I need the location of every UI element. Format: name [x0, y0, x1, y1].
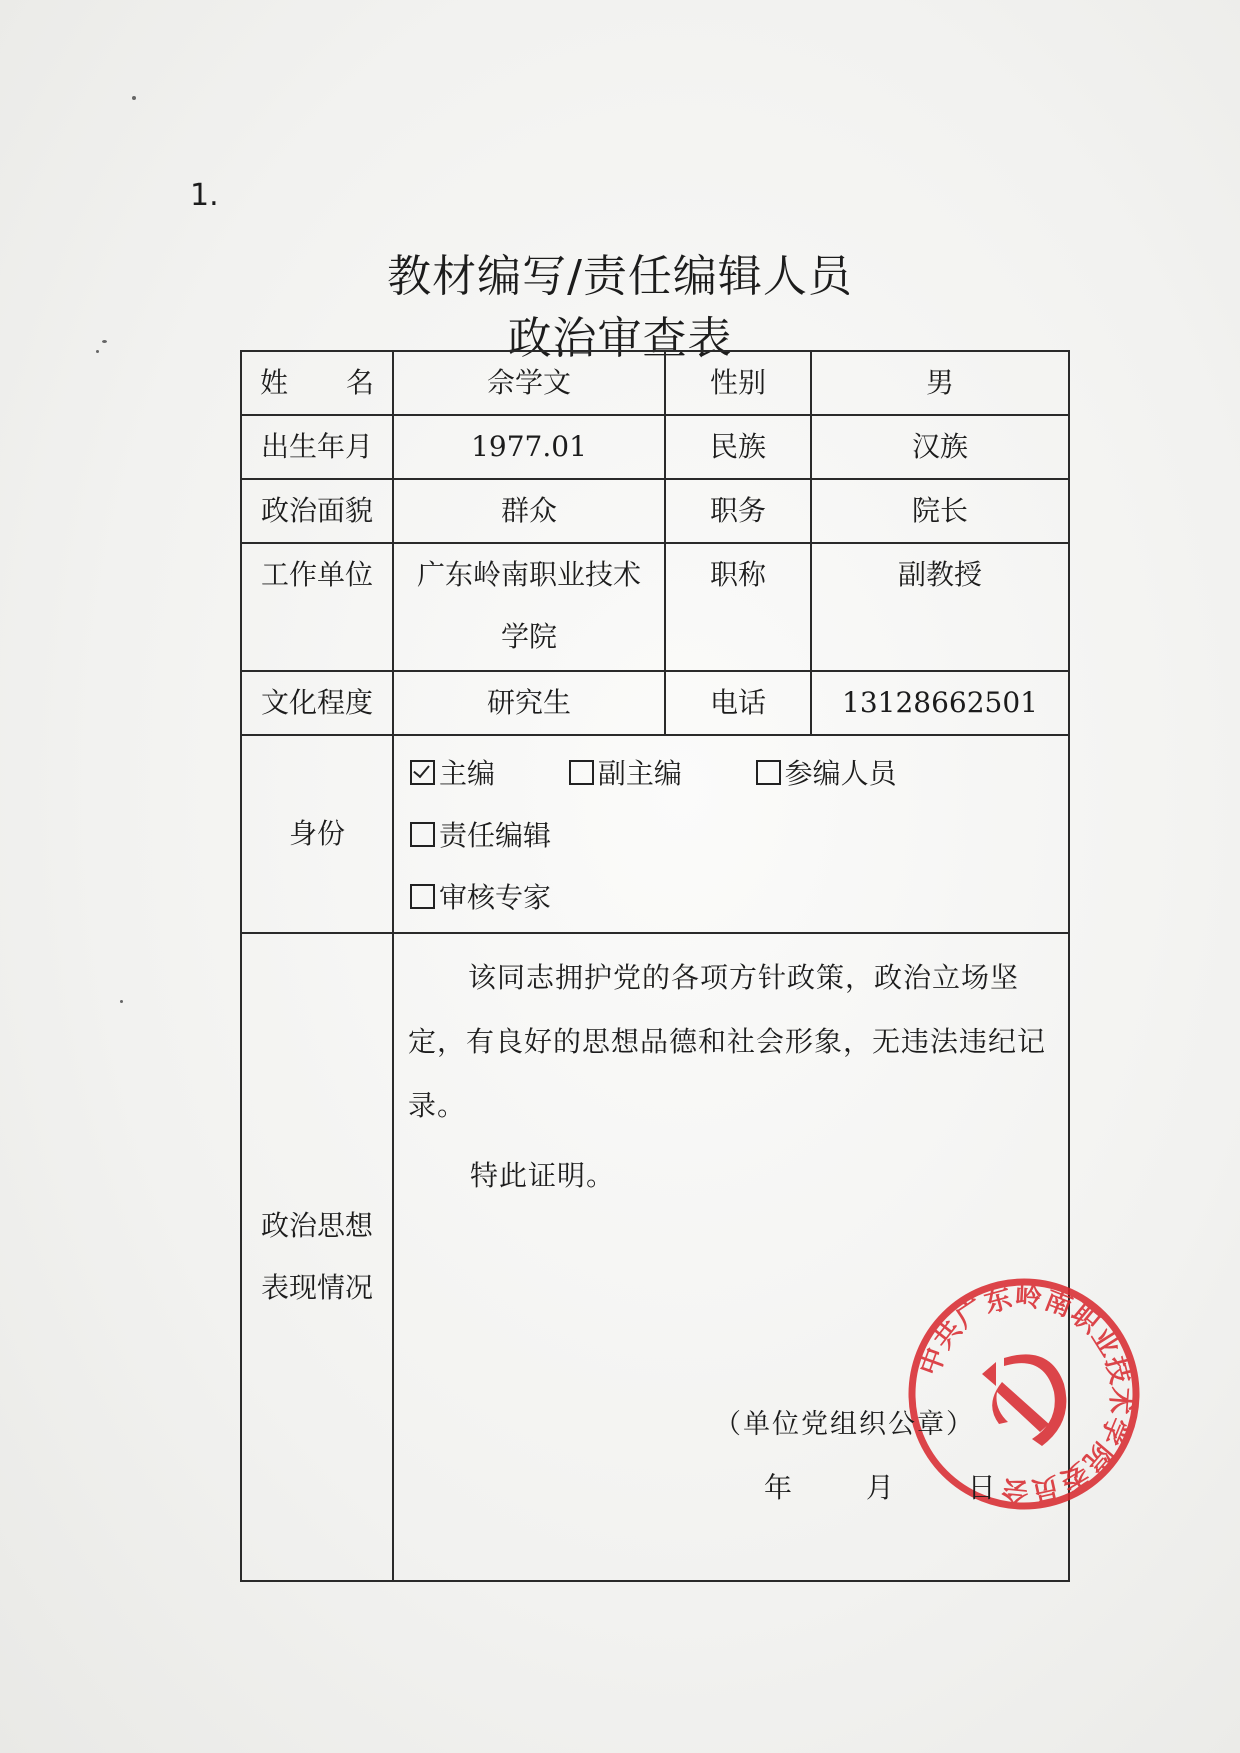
political-status-label: 政治面貌 [241, 479, 393, 543]
workplace-value [393, 543, 665, 671]
name-value: 佘学文 [393, 351, 665, 415]
remark-content [393, 933, 1137, 1581]
document-subtitle: 政治审查表 [507, 313, 733, 364]
professional-title-label: 职称 [665, 543, 811, 671]
position-value: 院长 [811, 479, 1069, 543]
professional-title-value: 副教授 [811, 543, 1069, 671]
remark-label-line1: 政治思想 [260, 1209, 373, 1242]
date-day: 日 [967, 1471, 996, 1504]
date-line [764, 1466, 996, 1506]
phone-label: 电话 [665, 671, 811, 735]
checkbox-icon[interactable] [756, 760, 781, 785]
checkbox-checked-icon[interactable] [410, 760, 435, 785]
name-label-char1: 姓 [260, 366, 289, 399]
checkbox-icon[interactable] [569, 760, 594, 785]
birth-label: 出生年月 [241, 415, 393, 479]
education-value: 研究生 [393, 671, 665, 735]
review-form-table [240, 350, 1137, 1582]
political-status-value: 群众 [393, 479, 665, 543]
checkbox-icon[interactable] [410, 822, 435, 847]
item-number: 1. [190, 178, 219, 213]
date-month: 月 [865, 1471, 894, 1504]
remark-label-line2: 表现情况 [260, 1271, 373, 1304]
gender-value: 男 [811, 351, 1069, 415]
option-deputy-editor: 副主编 [597, 757, 682, 790]
workplace-value-line1: 广东岭南职业技术 [416, 558, 641, 591]
document-title: 教材编写/责任编辑人员 [387, 251, 853, 302]
checkbox-icon[interactable] [410, 884, 435, 909]
ethnicity-label: 民族 [665, 415, 811, 479]
seal-text: 中共广东岭南职业技术学院委员会 [913, 1281, 1137, 1507]
option-review-expert: 审核专家 [439, 881, 552, 914]
phone-value: 13128662501 [811, 671, 1069, 735]
remark-text: 该同志拥护党的各项方针政策，政治立场坚定，有良好的思想品德和社会形象，无违法违纪记录。 [408, 961, 1047, 1122]
option-responsible-editor: 责任编辑 [439, 819, 552, 852]
date-year: 年 [764, 1471, 793, 1504]
name-label-char2: 名 [345, 366, 374, 399]
workplace-label: 工作单位 [241, 543, 393, 671]
birth-value: 1977.01 [393, 415, 665, 479]
option-contributor: 参编人员 [784, 757, 897, 790]
ethnicity-value: 汉族 [811, 415, 1069, 479]
seal-note: （单位党组织公章） [714, 1409, 975, 1440]
workplace-value-line2: 学院 [500, 620, 557, 653]
name-label [241, 351, 393, 415]
position-label: 职务 [665, 479, 811, 543]
speck [132, 96, 136, 100]
education-label: 文化程度 [241, 671, 393, 735]
remark-certify: 特此证明。 [470, 1159, 616, 1192]
gender-label: 性别 [665, 351, 811, 415]
speck [120, 1000, 123, 1003]
identity-options [393, 735, 1069, 933]
option-chief-editor: 主编 [439, 757, 496, 790]
remark-label [241, 933, 393, 1581]
identity-label: 身份 [241, 735, 393, 933]
